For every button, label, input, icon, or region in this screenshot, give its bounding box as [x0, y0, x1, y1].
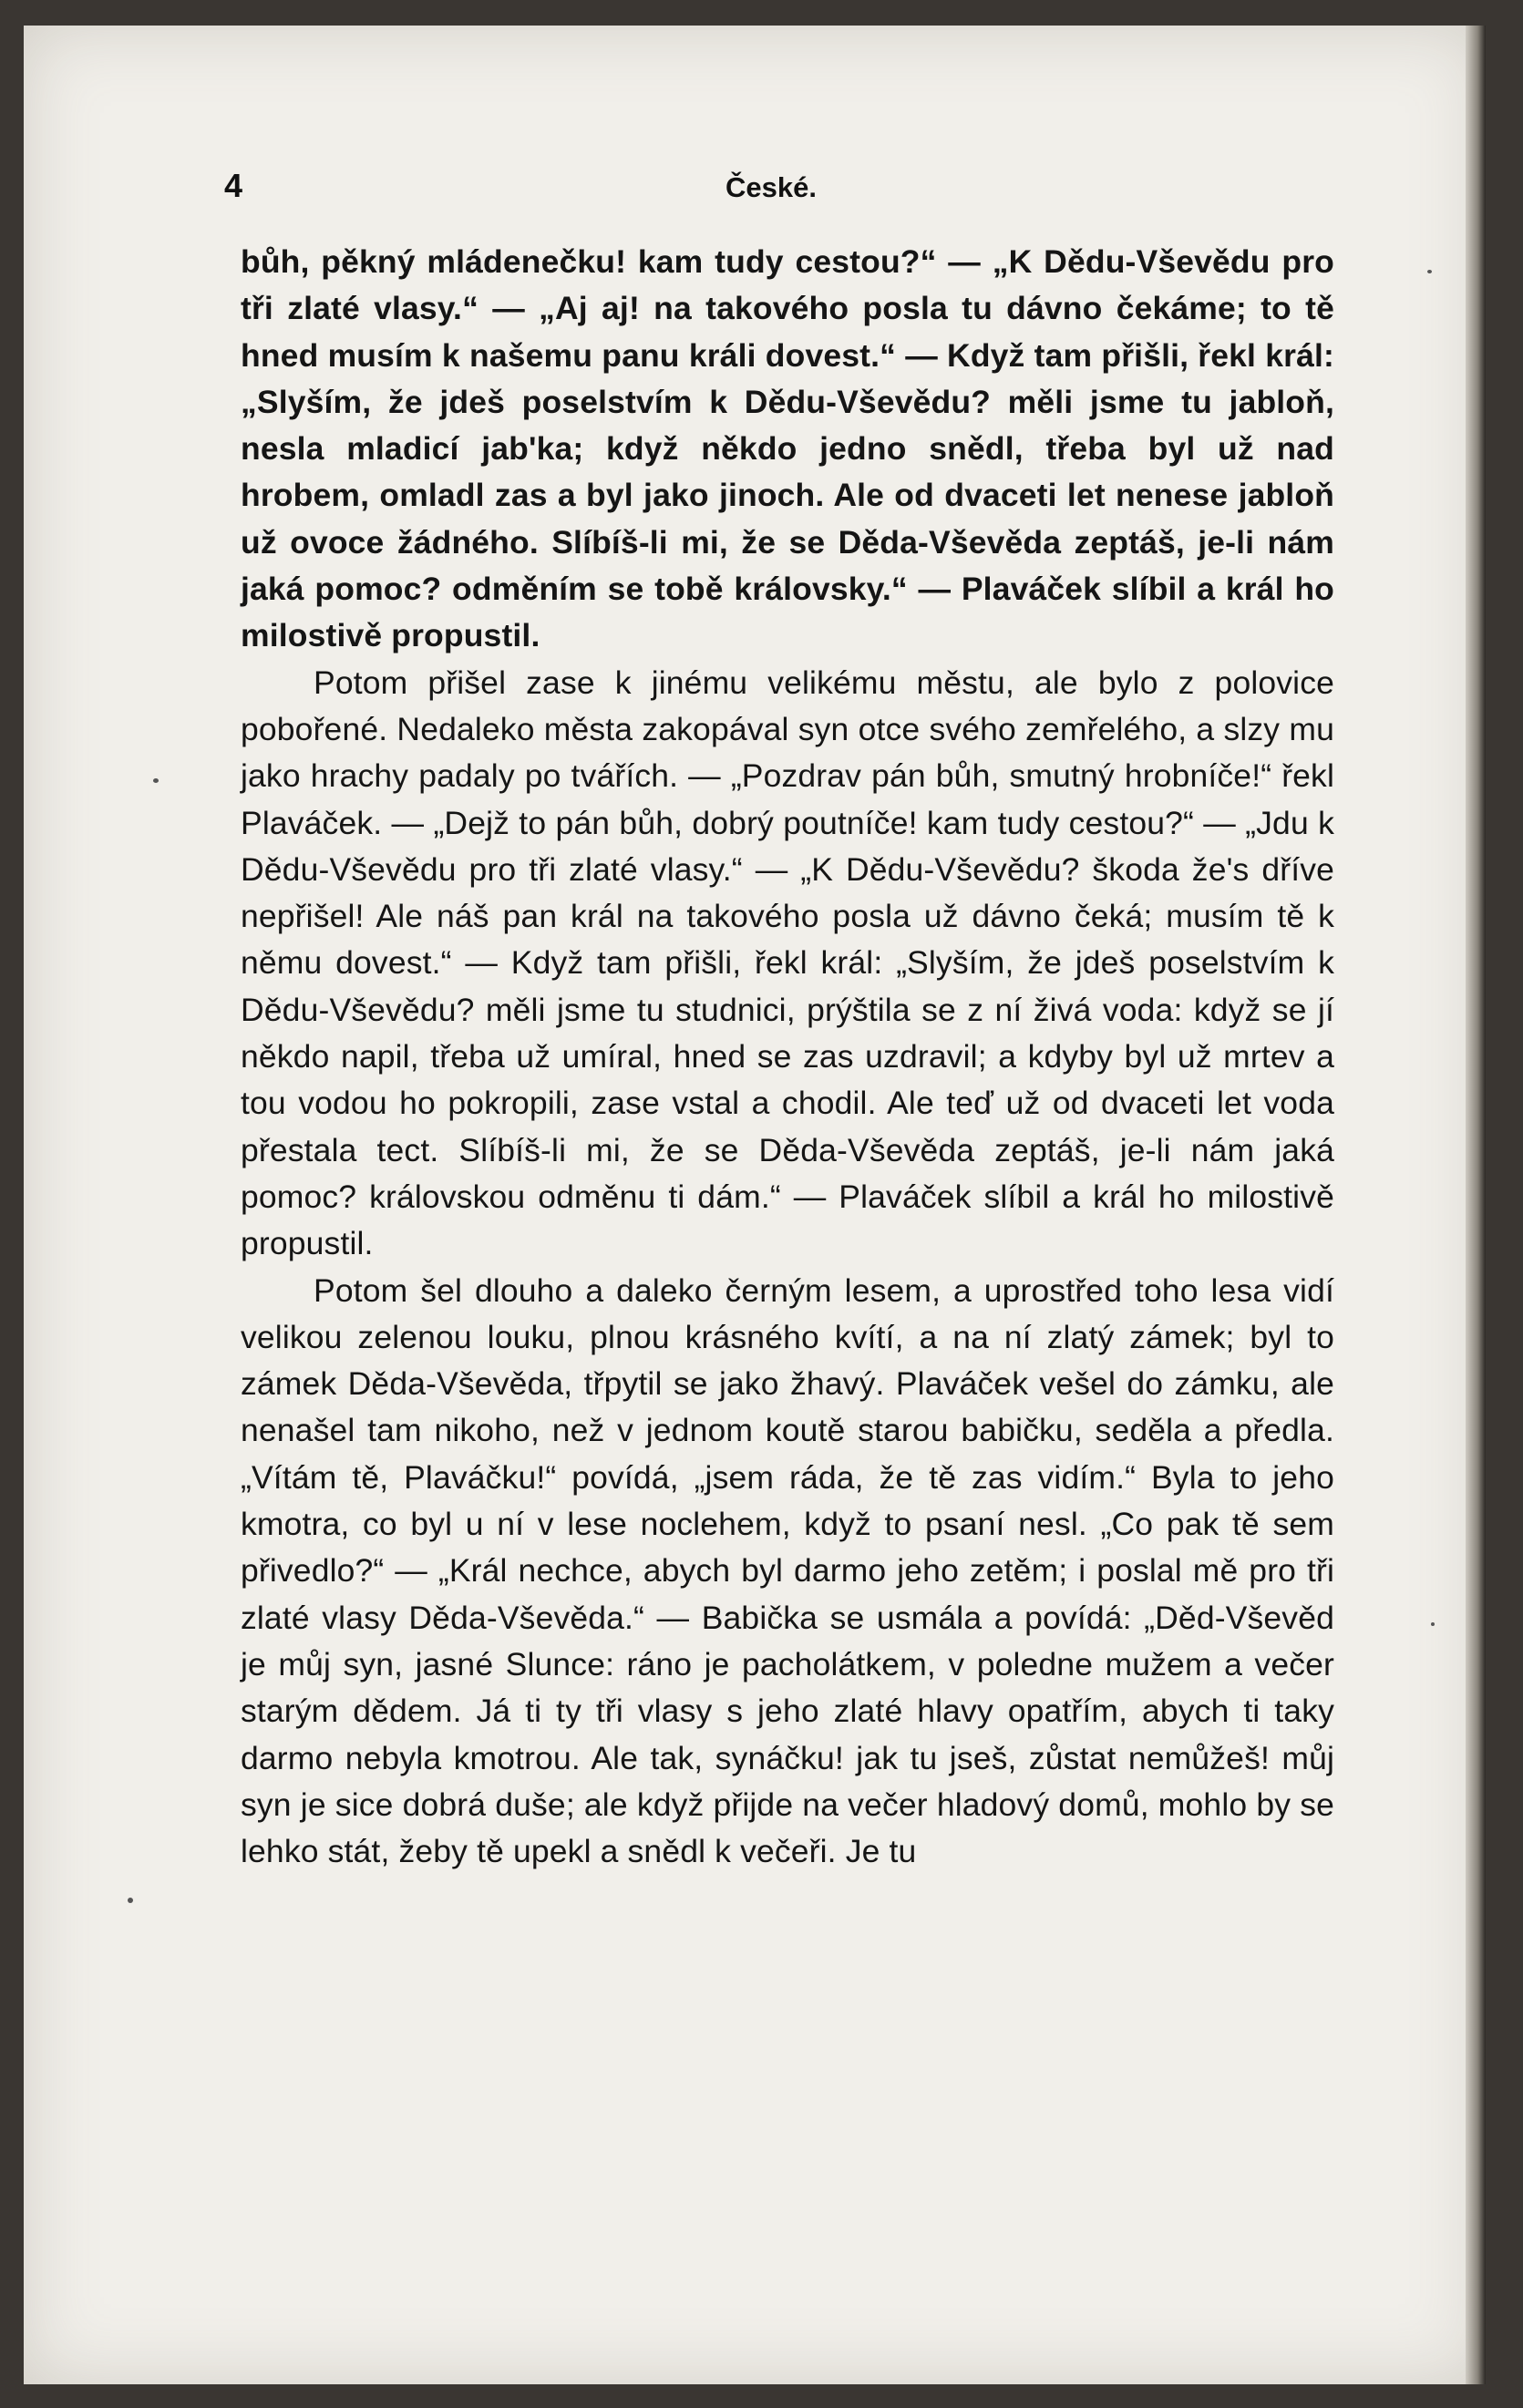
- page-binding-edge: [1466, 26, 1486, 2384]
- dust-speck: [128, 1898, 133, 1903]
- page-header: [206, 164, 1345, 219]
- running-head: České.: [725, 171, 817, 203]
- dust-speck: [1431, 1622, 1435, 1626]
- paragraph: Potom šel dlouho a daleko černým lesem, a uprostřed toho lesa vidí velikou zelenou louku, plnou krásného kvítí, a na ní zlatý zámek; byl to zámek Děda-Vševěda, třpytil se jako žhavý. Plaváček vešel do zámku, ale nenašel tam nikoho, než v jednom koutě starou babičku, seděla a předla. „Vítám tě, Plaváčku!“ povídá, „jsem ráda, že tě zas vidím.“ Byla to jeho kmotra, co byl u ní v lese noclehem, když to psaní nesl. „Co pak tě sem přivedlo?“ — „Král nechce, abych byl darmo jeho zetěm; i poslal mě pro tři zlaté vlasy Děda-Vševěda.“ — Babička se usmála a povídá: „Děd-Vševěd je můj syn, jasné Slunce: ráno je pacholátkem, v poledne mužem a večer starým dědem. Já ti ty tři vlasy s jeho zlaté hlavy opatřím, abych ti taky darmo nebyla kmotrou. Ale tak, synáčku! jak tu jseš, zůstat nemůžeš! můj syn je sice dobrá duše; ale když přijde na večer hladový domů, mohlo by se lehko stát, žeby tě upekl a snědl k večeři. Je tu: [241, 1271, 1334, 1870]
- page-number: 4: [224, 167, 243, 204]
- body-text: [241, 239, 1334, 1875]
- dust-speck: [153, 778, 159, 783]
- paragraph: bůh, pěkný mládenečku! kam tudy cestou?“ — „K Dědu-Vševědu pro tři zlaté vlasy.“ — „Aj aj! na takového posla tu dávno čekáme; to tě hned musím k našemu panu králi dovest.“ — Když tam přišli, řekl král: „Slyším, že jdeš poselstvím k Dědu-Vševědu? měli jsme tu jabloň, nesla mladicí jab'ka; když někdo jedno snědl, třeba byl už nad hrobem, omladl zas a byl jako jinoch. Ale od dvaceti let nenese jabloň už ovoce žádného. Slíbíš-li mi, že se Děda-Vševěda zeptáš, je-li nám jaká pomoc? odměním se tobě královsky.“ — Plaváček slíbil a král ho milostivě propustil.: [241, 243, 1334, 654]
- paragraph: Potom přišel zase k jinému velikému městu, ale bylo z polovice pobořené. Nedaleko města zakopával syn otce svého zemřelého, a slzy mu jako hrachy padaly po tvářích. — „Pozdrav pán bůh, smutný hrobníče!“ řekl Plaváček. — „Dejž to pán bůh, dobrý poutníče! kam tudy cestou?“ — „Jdu k Dědu-Vševědu pro tři zlaté vlasy.“ — „K Dědu-Vševědu? škoda že's dříve nepřišel! Ale náš pan král na takového posla už dávno čeká; musím tě k němu dovest.“ — Když tam přišli, řekl král: „Slyším, že jdeš poselstvím k Dědu-Vševědu? měli jsme tu studnici, prýštila se z ní živá voda: když se jí někdo napil, třeba už umíral, hned se zas uzdravil; a kdyby byl už mrtev a tou vodou ho pokropili, zase vstal a chodil. Ale teď už od dvaceti let voda přestala tect. Slíbíš-li mi, že se Děda-Vševěda zeptáš, je-li nám jaká pomoc? královskou odměnu ti dám.“ — Plaváček slíbil a král ho milostivě propustil.: [241, 664, 1334, 1262]
- dust-speck: [1427, 270, 1432, 273]
